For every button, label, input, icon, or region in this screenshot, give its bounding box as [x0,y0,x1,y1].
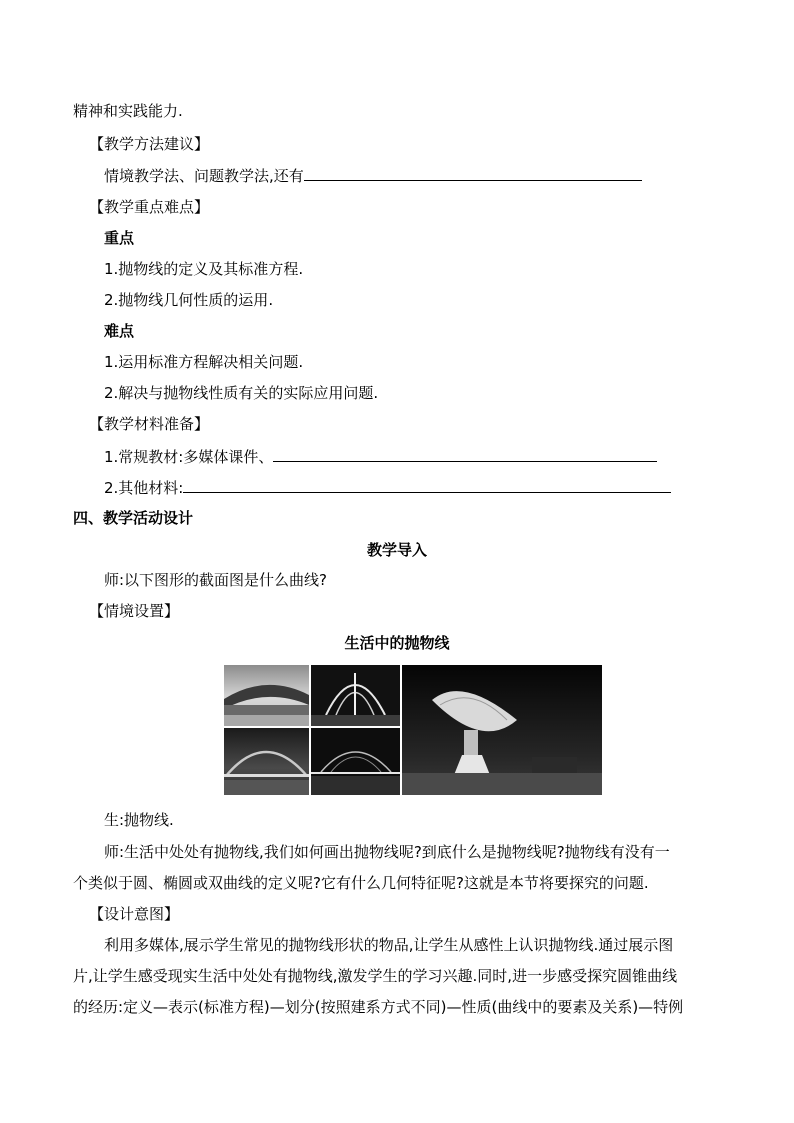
fill-in-blank [183,477,671,493]
arched-building-photo [224,665,309,726]
section-heading: 【教学重点难点】 [89,198,210,216]
text-line: 精神和实践能力. [73,102,183,120]
night-bridge-photo [311,728,400,795]
subheading: 难点 [104,322,135,340]
text-line: 片,让学生感受现实生活中处处有抛物线,激发学生的学习兴趣.同时,进一步感受探究圆锥曲线 [73,967,678,985]
text-fragment: 2.其他材料: [104,479,184,497]
text-line [104,446,657,467]
text-fragment: 情境教学法、问题教学法,还有 [104,167,304,185]
radio-telescope-photo [402,665,602,795]
parabola-photo-collage [224,665,602,795]
text-line: 师:以下图形的截面图是什么曲线? [104,571,328,589]
text-fragment: 1.常规教材:多媒体课件、 [104,448,274,466]
text-line: 师:生活中处处有抛物线,我们如何画出抛物线呢?到底什么是抛物线呢?抛物线有没有一 [104,843,670,861]
text-line: 生:抛物线. [104,811,174,829]
fountain-photo [311,665,400,726]
section-heading: 【设计意图】 [89,905,180,923]
section-heading: 【情境设置】 [89,602,180,620]
subsection-title: 教学导入 [366,541,427,559]
bridge-photo [224,728,309,795]
subheading: 重点 [104,229,135,247]
fill-in-blank [304,165,642,181]
section-heading: 【教学方法建议】 [89,135,210,153]
text-line: 2.解决与抛物线性质有关的实际应用问题. [104,384,379,402]
text-line: 1.抛物线的定义及其标准方程. [104,260,304,278]
text-line: 利用多媒体,展示学生常见的抛物线形状的物品,让学生从感性上认识抛物线.通过展示图 [104,936,674,954]
section-heading: 【教学材料准备】 [89,415,210,433]
chapter-heading: 四、教学活动设计 [73,509,194,527]
figure-caption: 生活中的抛物线 [344,634,450,652]
text-line [104,477,671,498]
text-line: 1.运用标准方程解决相关问题. [104,353,304,371]
text-line: 的经历:定义—表示(标准方程)—划分(按照建系方式不同)—性质(曲线中的要素及关系)—特例 [73,998,684,1016]
text-line: 2.抛物线几何性质的运用. [104,291,274,309]
text-line [104,165,642,186]
fill-in-blank [273,446,657,462]
text-line: 个类似于圆、椭圆或双曲线的定义呢?它有什么几何特征呢?这就是本节将要探究的问题. [73,874,649,892]
